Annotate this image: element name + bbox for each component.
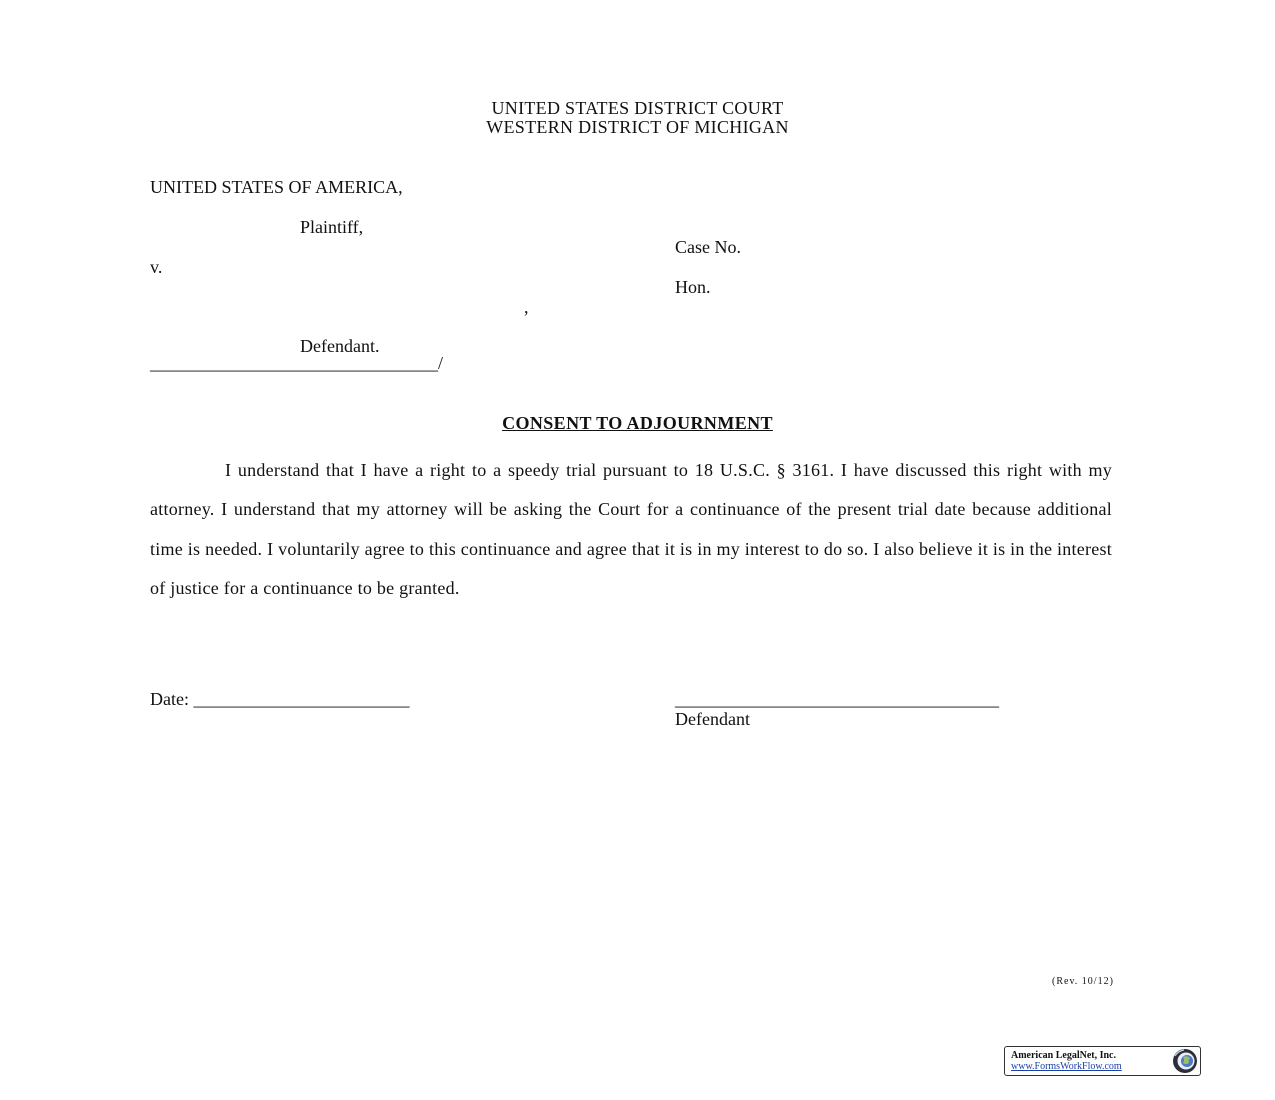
document-title: CONSENT TO ADJOURNMENT xyxy=(502,413,773,433)
defendant-label: Defendant. xyxy=(300,336,380,356)
plaintiff-name: UNITED STATES OF AMERICA, xyxy=(150,177,403,197)
versus-label: v. xyxy=(150,257,163,277)
court-district: WESTERN DISTRICT OF MICHIGAN xyxy=(486,117,789,137)
publisher-logo[interactable] xyxy=(1004,1046,1201,1076)
case-number-label: Case No. xyxy=(675,237,741,257)
publisher-url-link[interactable]: www.FormsWorkFlow.com xyxy=(1011,1061,1122,1072)
revision-note: (Rev. 10/12) xyxy=(1052,976,1114,987)
globe-icon xyxy=(1172,1048,1198,1074)
caption-close-line: ________________________________/ xyxy=(150,353,444,373)
date-line: Date: ________________________ xyxy=(150,689,410,709)
signature-line: ____________________________________ xyxy=(675,689,999,709)
consent-paragraph: I understand that I have a right to a speedy trial pursuant to 18 U.S.C. § 3161. I have discussed this right with my attorney. I understand that my attorney will be asking the Court for a continuance of the present trial date because additional time is needed. I voluntarily agree to this continuance and agree that it is in my interest to do so. I also believe it is in the interest of justice for a continuance to be granted. xyxy=(150,460,1112,598)
court-header xyxy=(0,99,1275,137)
publisher-name: American LegalNet, Inc. xyxy=(1011,1050,1116,1061)
judge-label: Hon. xyxy=(675,277,711,297)
court-name: UNITED STATES DISTRICT COURT xyxy=(491,98,784,118)
plaintiff-label: Plaintiff, xyxy=(300,217,364,237)
defendant-name-comma: , xyxy=(524,297,529,317)
signer-label: Defendant xyxy=(675,709,750,729)
